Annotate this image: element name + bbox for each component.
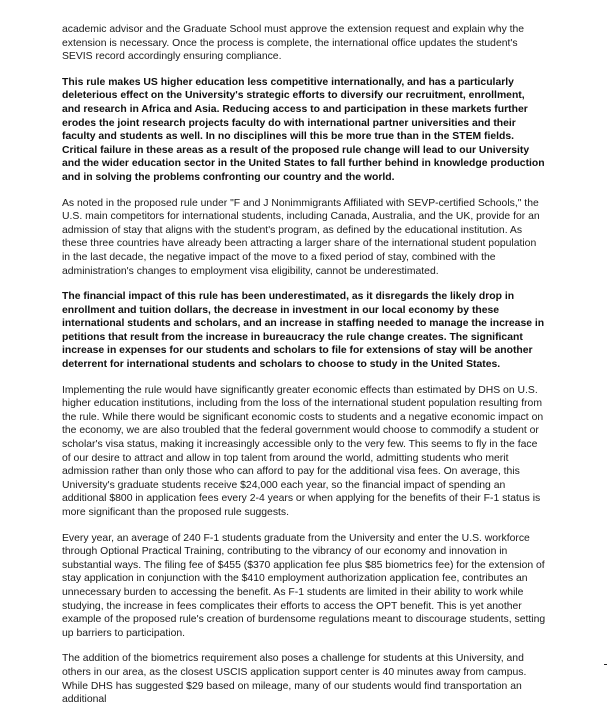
page-edge-mark: [604, 664, 607, 665]
paragraph-international-competitors: As noted in the proposed rule under "F and J Nonimmigrants Affiliated with SEVP-certified Schools," the U.S. main competitors for international students, including Canada, Australia, and the UK, provide for an admission of stay that aligns with the student's program, as defined by the educational institution. As these three countries have already been attracting a larger share of the international student population in the last decade, the negative impact of the move to a fixed period of stay, combined with the administration's changes to employment visa eligibility, cannot be underestimated.: [62, 197, 540, 277]
paragraph-financial-impact-bold: The financial impact of this rule has been underestimated, as it disregards the likely drop in enrollment and tuition dollars, the decrease in investment in our local economy by these international students and scholars, and an increase in staffing needed to manage the increase in petitions that result from the increase in bureaucracy the rule change creates. The significant increase in expenses for our students and scholars to file for extensions of stay will be another deterrent for international students and scholars to choose to study in the United States.: [62, 291, 545, 371]
paragraph-extension-approval: academic advisor and the Graduate School must approve the extension request and explain why the extension is necessary. Once the process is complete, the international office updates the student's SEVIS record accordingly ensuring compliance.: [62, 24, 525, 63]
paragraph-competitiveness-bold: This rule makes US higher education less competitive internationally, and has a particularly deleterious effect on the University's strategic efforts to diversify our recruitment, enrollment, and research in Africa and Asia. Reducing access to and participation in these markets further erodes the joint research projects faculty do with international partner universities and their faculty and students as well. In no disciplines will this be more true than in the STEM fields. Critical failure in these areas as a result of the proposed rule change will lead to our University and the wider education sector in the United States to fall further behind in knowledge production and in solving the problems confronting our country and the world.: [62, 76, 545, 183]
document-body: [62, 23, 546, 707]
paragraph-biometrics: The addition of the biometrics requirement also poses a challenge for students at this University, and others in our area, as the closest USCIS application support center is 40 minutes away from campus. While DHS has suggested $29 based on mileage, many of our students would find transportation an additional: [62, 653, 527, 706]
paragraph-economic-effects: Implementing the rule would have significantly greater economic effects than estimated by DHS on U.S. higher education institutions, including from the loss of the international student population resulting from the rule. While there would be significant economic costs to students and a negative economic impact on the economy, we are also troubled that the federal government would choose to commodify a student or scholar's visa status, making it increasingly accessible only to the very few. This seems to fly in the face of our desire to attract and allow in top talent from around the world, admitting students who merit admission rather than only those who can afford to pay for the additional visa fees. On average, this University's graduate students receive $24,000 each year, so the financial impact of spending an additional $800 in application fees every 2-4 years or when applying for the benefits of their F-1 status is more significant than the proposed rule suggests.: [62, 384, 544, 518]
paragraph-opt-fees: Every year, an average of 240 F-1 students graduate from the University and enter the U.S. workforce through Optional Practical Training, contributing to the vibrancy of our economy and innovation in substantial ways. The filing fee of $455 ($370 application fee plus $85 biometrics fee) for the extension of stay application in conjunction with the $410 employment authorization application fee, contributes an unnecessary burden to accessing the benefit. As F-1 students are limited in their ability to work while studying, the increase in fees complicates their efforts to access the OPT benefit. This is yet another example of the proposed rule's creation of burdensome regulations meant to discourage students, setting up barriers to participation.: [62, 532, 546, 639]
